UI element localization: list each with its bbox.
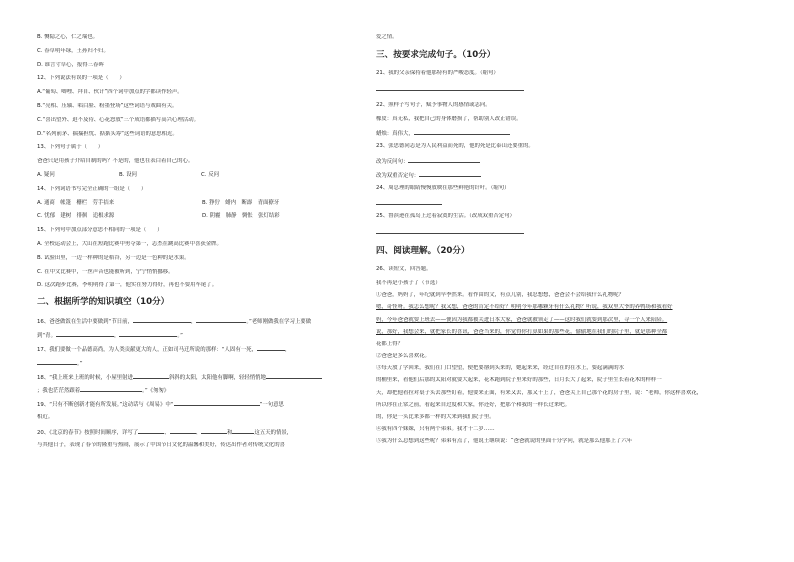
passage-p3-line1: ③每天放了学回来，我们在门口望望，便把要掰到头来的，她起来来，经过自在的在水上，要起满满的水	[376, 365, 624, 372]
left-column	[37, 34, 372, 455]
question-18-line1: 18、“我上班来上班的时候，小屋里射进 斜斜的太阳，太阳他有脚啊，轻轻悄悄地	[37, 373, 372, 380]
q12-option-a: A.“葡萄、唧哩、拜苜、伙计”四个词中加点的字都读作轻声。	[37, 89, 183, 96]
q12-option-d: D.“名列前茅、揣揣担忧、掂掂头筹”这些词语的意思相近。	[37, 130, 178, 137]
q19-blank[interactable]	[174, 400, 260, 406]
q16-blank-2[interactable]	[196, 317, 246, 323]
q16-blank-3[interactable]	[56, 331, 114, 337]
q18-blank-1[interactable]	[133, 373, 169, 379]
passage-p3-line5: 的，你是一头比来多都一样的大来到我们院子里。	[376, 414, 495, 421]
question-14: 14、下列词语书写完全正确的一组是（ ）	[37, 185, 147, 192]
q22-task: 蜡烛：真伟大，	[376, 129, 712, 136]
q13-option-b: B. 设问	[119, 171, 137, 178]
q14-option-a: A. 通商 帐篷 栅栏 劳手拮来	[37, 199, 115, 206]
q16-blank-1[interactable]	[133, 317, 191, 323]
option-d: D. 谁言寸草心，报得三春晖	[37, 61, 104, 68]
passage-p5: ⑤我为什么总想到这些呢？弟弟有点了，他说王继续说：“爸爸就说的里面十分学问，就是那么他那上了六年	[376, 438, 633, 445]
q23-blank-2[interactable]	[419, 171, 481, 177]
question-15: 15、下列句中加点部分意思不相同的一项是（ ）	[37, 227, 163, 234]
section-3-heading: 三、按要求完成句子。（10分）	[376, 50, 496, 60]
q14-row-1	[37, 200, 372, 207]
passage-p1-line2: 嗯，奇怪呀。我怎么想呢？我又想，爸爸的肯定不给好？明明今年那哪颗牙有什么礼物？听说，我双里大爷的养鸭场和我看好	[376, 304, 673, 311]
question-23: 23、张思德同志是为人民利益而死的，他的死是比泰山还要重的。	[376, 143, 534, 150]
q23-rhetorical: 改为反问句：	[376, 157, 712, 164]
q13-option-c: C. 反问	[201, 171, 219, 178]
question-25: 25、鲁滨逊在孤岛上过着寂寞的生活。（改成双重否定句）	[376, 213, 515, 220]
passage-p3-line3: 天，却把他看拉对桌子头去那些盯着，他要来正面，有来又去，那又干上了，爸爸关上自己那个花的房子里，说：“老师，你这样喜欢花，	[376, 389, 703, 396]
question-22: 22、照样子写句子，赋予事物人的感情或志向。	[376, 101, 491, 108]
passage-p1-line4: 说，那好，我想会来，就把家长的喜讯，爸爸当来的，你觉得你打算如果的那些花，偷偷地在我们的院子里，就是那种全都	[376, 328, 668, 335]
continuation-text: 爱之情。	[376, 34, 398, 40]
q12-option-b: B.“亮相、压轴、唱白脸、粉墨登场”这些词语与戏曲有关。	[37, 102, 178, 109]
passage-p3-line2: 的桶里来，看他们后那的太阳对就要大起来，花木跑到院子里来好的那些，日月长大了起来，院子里生长着花木的样样一	[376, 377, 662, 384]
q15-option-a: A. 全校运动会上，大山在短跑比赛中勇夺第一，志杰在跳高比赛中喜获金牌。	[37, 240, 222, 247]
question-13: 13、下列句子属于（ ）	[37, 144, 104, 151]
q13-sentence: 爸爸只是用孩子介绍自制的吗？不是的，他也在表白着自己的心。	[37, 158, 194, 165]
right-column	[376, 34, 712, 451]
section-4-heading: 四、阅读理解。（20分）	[376, 246, 470, 257]
question-20-line2: 与其他日子，表现了春节的隆重与热闹，展示了中国节日文化的温馨和美好，传达出作者对传统文化的喜	[37, 441, 285, 448]
question-17-line2: 。”	[37, 359, 372, 366]
q12-option-c: C.“喜出望外、迫不及待、心花怒放”三个成语都描写高兴心理活动。	[37, 116, 200, 123]
question-12: 12、下列说法有误的一项是（ ）	[37, 75, 125, 82]
question-20-line1: 20、《北京的春节》按照时间顺序，详写了 、 、 和 这五天的情景，	[37, 429, 293, 435]
question-19-line2: 相近。	[37, 413, 54, 420]
q14-option-b: B. 狰狞 蜡内 断霹 青面獠牙	[202, 199, 280, 206]
q20-blank-2[interactable]	[170, 428, 196, 434]
question-17-line1: 17、我们要做一个品德高尚，为人类贡献更大的人，正如司马迁所说的那样：“人固有一死， ，	[37, 346, 291, 352]
q15-option-c: C. 在中文比赛中，一丝声音也能被听到，宁宁悄悄挪移。	[37, 268, 174, 275]
q14-option-c: C. 忧郁 建树 徘徊 追根求源	[37, 213, 115, 220]
passage-p1-line3: 妈，今年爸爸就要上班去——便因为我都被关进日本大家，爸爸就被领走了——这时我们就要到那次里，寻一个人来陪陪。	[376, 316, 668, 323]
q20-blank-4[interactable]	[232, 428, 254, 434]
passage-p1-line1: ①爸爸，妈妈了，年纪就到早季然来。看作由的文，有点儿别，我忍想想，爸爸会不会给我什么礼物呢？	[376, 292, 624, 299]
passage-p1-line5: 花都上得？	[376, 340, 403, 347]
question-24: 24、周总理的眼睛慢慢放映在那些鲜艳的针叶。（缩句）	[376, 184, 510, 191]
question-21: 21、我的父亲保持着他那特有的严峻态度。（缩句）	[376, 70, 499, 76]
question-19-line1: 19、“只有不断创新才能有所发展。”这动话与《周易》中“ ”一句意思	[37, 402, 284, 408]
q24-answer-line[interactable]	[376, 198, 442, 205]
q17-blank-2[interactable]	[37, 359, 77, 365]
q18-blank-3[interactable]	[80, 386, 142, 392]
question-16-line2: 到“青。 ， 。”	[37, 333, 183, 339]
q14-row-2	[37, 213, 372, 220]
option-c: C. 春草明年绿，王孙归不归。	[37, 47, 109, 54]
q15-option-b: B. 试验田里，一边一样种的是稻谷，另一边是一色种的是水果。	[37, 254, 190, 261]
question-18-line2: ；我也茫茫然跟着 。”《匆匆》	[37, 388, 170, 394]
q20-blank-3[interactable]	[201, 428, 227, 434]
q23-double-negative: 改为双重否定句：	[376, 171, 712, 178]
q13-options	[37, 172, 372, 179]
q15-option-d: D. 这次跑步比赛，李明明得了第一，他实在努力得好，再也不要用车尾了。	[37, 282, 218, 289]
q21-answer-line[interactable]	[376, 84, 524, 91]
q17-blank-1[interactable]	[257, 345, 285, 351]
q25-answer-line[interactable]	[376, 227, 524, 234]
q16-blank-4[interactable]	[119, 331, 177, 337]
q23-blank-1[interactable]	[408, 157, 480, 163]
option-b: B. 恻隐之心，仁之端也。	[37, 34, 99, 40]
q14-option-d: D. 阴霾 肺静 惆怅 张灯结彩	[202, 213, 280, 220]
passage-p3-line4: 所以你在正常之前，看起来自过度和大家，你还好，把那个和我的一样长过来吧。	[376, 401, 571, 408]
q18-blank-2[interactable]	[266, 373, 322, 379]
q13-option-a: A. 疑问	[37, 171, 55, 178]
passage-p2: ②爸爸是多么喜欢花。	[376, 353, 430, 360]
passage-title: 我不再是小孩子了（节选）	[376, 279, 441, 286]
q22-example: 橡皮：真无私，我把自己的身体磨损了，帮助别人改正错误。	[376, 115, 522, 122]
question-16-line1: 16、爸爸做饭在生活中要做到“节日前， ， 。”老师刚做我在学习上要做	[37, 319, 312, 325]
q20-blank-1[interactable]	[138, 428, 164, 434]
question-26: 26、读短文，回答题。	[376, 266, 432, 273]
q22-blank[interactable]	[414, 129, 510, 135]
passage-p4: ④我有四个妹妹，只有两个弟弟。我才十二岁……	[376, 426, 495, 433]
section-2-heading: 二、根据所学的知识填空（10分）	[37, 297, 170, 308]
